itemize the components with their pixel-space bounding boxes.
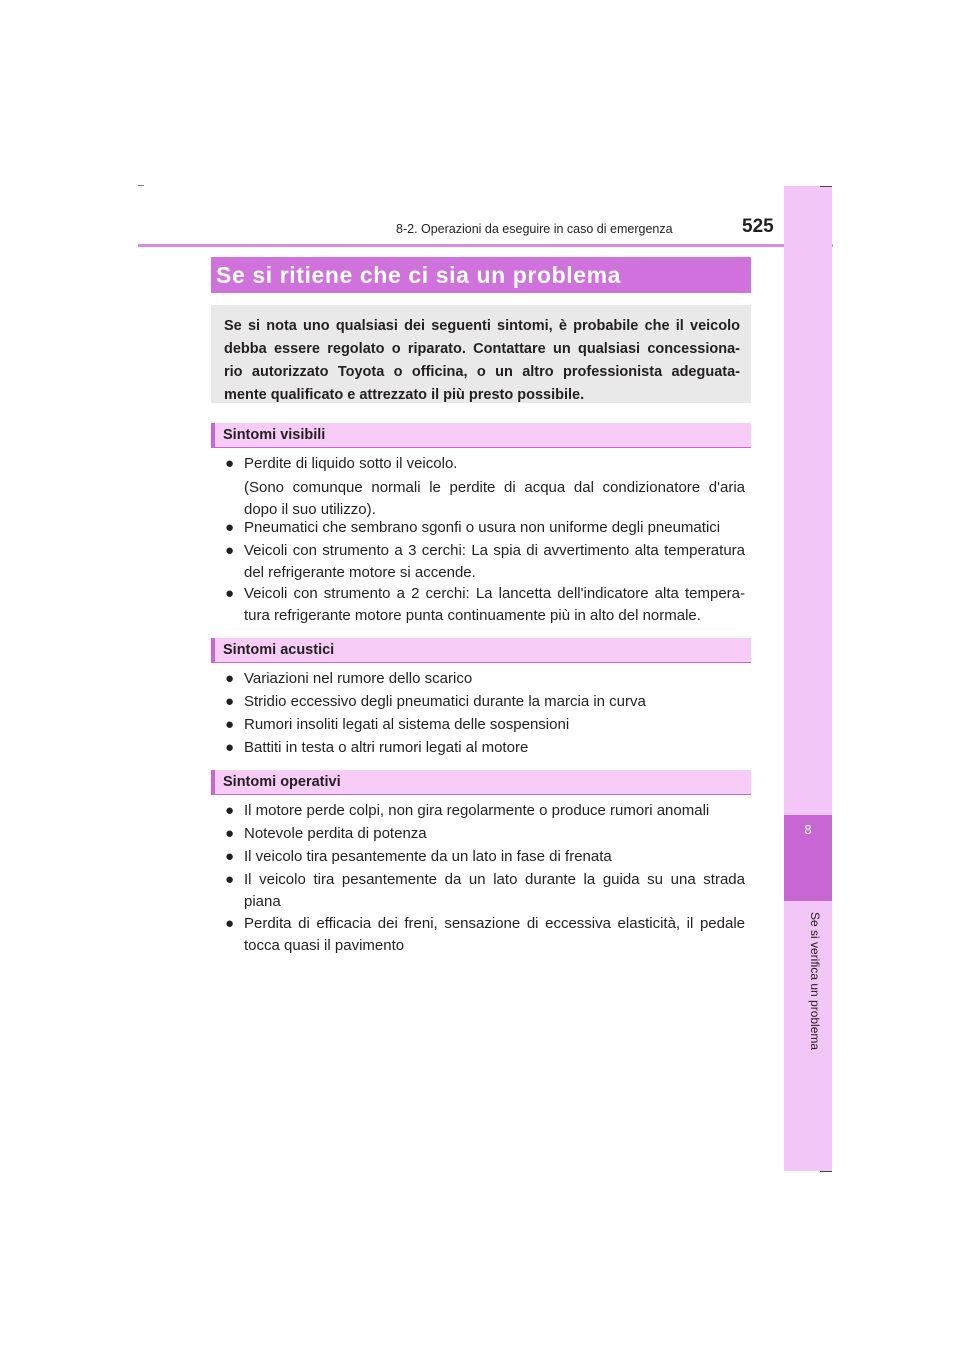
bullet-icon: ● xyxy=(225,670,235,687)
subheading-label: Sintomi operativi xyxy=(223,774,341,790)
list-item-text: dopo il suo utilizzo). xyxy=(244,501,376,518)
subheading-visible-symptoms xyxy=(211,423,751,448)
intro-line: rio autorizzato Toyota o officina, o un altro professionista adeguata- xyxy=(224,364,740,380)
bullet-icon: ● xyxy=(225,542,235,559)
bullet-icon: ● xyxy=(225,848,235,865)
list-item-text: (Sono comunque normali le perdite di acqua dal condizionatore d'aria xyxy=(244,479,745,496)
list-item-text: Veicoli con strumento a 2 cerchi: La lancetta dell'indicatore alta tempera- xyxy=(244,585,745,602)
page-number: 525 xyxy=(742,216,774,237)
list-item-text: Veicoli con strumento a 3 cerchi: La spia di avvertimento alta temperatura xyxy=(244,542,745,559)
bullet-icon: ● xyxy=(225,585,235,602)
list-item-text: Perdita di efficacia dei freni, sensazione di eccessiva elasticità, il pedale xyxy=(244,915,745,932)
header-divider xyxy=(138,244,833,247)
list-item-text: Il motore perde colpi, non gira regolarmente o produce rumori anomali xyxy=(244,802,710,819)
bullet-icon: ● xyxy=(225,716,235,733)
list-item-text: Notevole perdita di potenza xyxy=(244,825,427,842)
list-item-text: Perdite di liquido sotto il veicolo. xyxy=(244,455,458,472)
list-item-text: Rumori insoliti legati al sistema delle sospensioni xyxy=(244,716,570,733)
bullet-icon: ● xyxy=(225,693,235,710)
list-item-text: Il veicolo tira pesantemente da un lato in fase di frenata xyxy=(244,848,612,865)
bullet-icon: ● xyxy=(225,802,235,819)
intro-line: mente qualificato e attrezzato il più presto possibile. xyxy=(224,387,585,403)
bullet-icon: ● xyxy=(225,519,235,536)
bullet-icon: ● xyxy=(225,871,235,888)
chapter-label: Se si verifica un problema xyxy=(808,912,822,1051)
list-item-text: del refrigerante motore si accende. xyxy=(244,564,476,581)
list-item-text: tura refrigerante motore punta continuamente più in alto del normale. xyxy=(244,607,701,624)
bullet-icon: ● xyxy=(225,915,235,932)
subheading-label: Sintomi visibili xyxy=(223,427,326,443)
subheading-acoustic-symptoms xyxy=(211,638,751,663)
bullet-icon: ● xyxy=(225,825,235,842)
chapter-number: 8 xyxy=(804,822,812,837)
list-item-text: piana xyxy=(244,893,281,910)
side-tick-bottom xyxy=(820,1171,832,1172)
side-tick-top xyxy=(820,186,832,187)
crop-mark xyxy=(138,185,144,186)
list-item-text: Battiti in testa o altri rumori legati al motore xyxy=(244,739,529,756)
page-title: Se si ritiene che ci sia un problema xyxy=(216,262,622,288)
list-item-text: Variazioni nel rumore dello scarico xyxy=(244,670,473,687)
intro-line: Se si nota uno qualsiasi dei seguenti sintomi, è probabile che il veicolo xyxy=(224,318,740,334)
list-item-text: Stridio eccessivo degli pneumatici durante la marcia in curva xyxy=(244,693,646,710)
list-item-text: Pneumatici che sembrano sgonfi o usura non uniforme degli pneumatici xyxy=(244,519,721,536)
bullet-icon: ● xyxy=(225,455,235,472)
subheading-label: Sintomi acustici xyxy=(223,642,335,658)
list-item-text: tocca quasi il pavimento xyxy=(244,937,405,954)
intro-line: debba essere regolato o riparato. Contattare un qualsiasi concessiona- xyxy=(224,341,740,357)
bullet-icon: ● xyxy=(225,739,235,756)
list-item-text: Il veicolo tira pesantemente da un lato durante la guida su una strada xyxy=(244,871,745,888)
section-label: 8-2. Operazioni da eseguire in caso di emergenza xyxy=(396,222,673,236)
subheading-operational-symptoms xyxy=(211,770,751,795)
